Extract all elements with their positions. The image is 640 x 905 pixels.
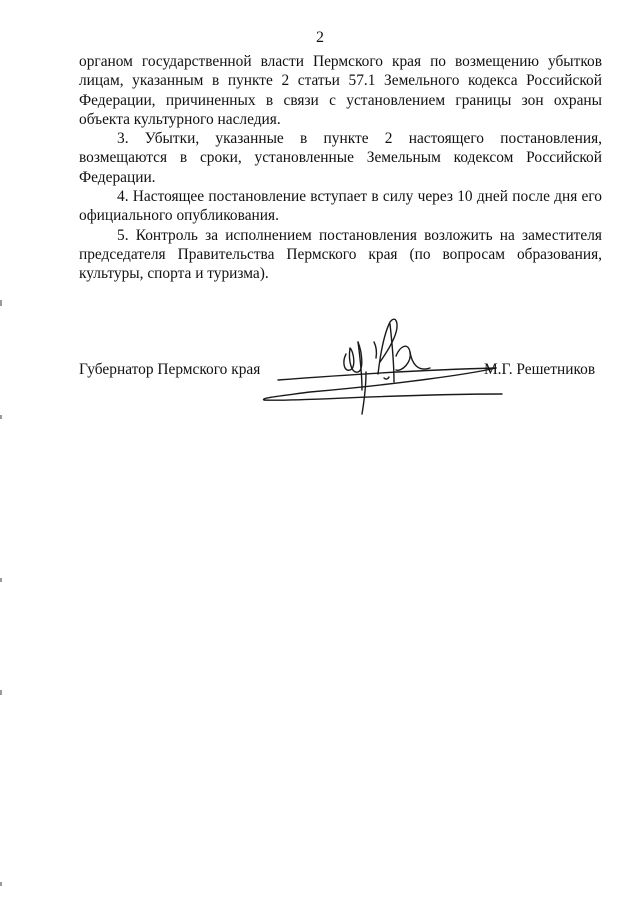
signatory-name: М.Г. Решетников bbox=[484, 361, 596, 378]
scan-edge-mark bbox=[0, 882, 2, 886]
scan-edge-mark bbox=[0, 415, 2, 419]
paragraph-item-4: 4. Настоящее постановление вступает в силу через 10 дней после дня его официального опубликования. bbox=[79, 188, 602, 225]
paragraph-continuation: органом государственной власти Пермского края по возмещению убытков лицам, указанным в пункте 2 статьи 57.1 Земельного кодекса Российской Федерации, причиненных в связи с установлением границы зон охраны объекта культурного наследия. bbox=[79, 53, 602, 128]
page-number: 2 bbox=[316, 29, 324, 46]
scan-edge-mark bbox=[0, 690, 2, 695]
scan-edge-mark bbox=[0, 300, 2, 306]
handwritten-signature bbox=[250, 312, 510, 422]
paragraph-item-5: 5. Контроль за исполнением постановления возложить на заместителя председателя Правительства Пермского края (по вопросам образования, культуры, спорта и туризма). bbox=[79, 226, 602, 283]
signatory-position: Губернатор Пермского края bbox=[79, 361, 261, 378]
paragraph-item-3: 3. Убытки, указанные в пункте 2 настоящего постановления, возмещаются в сроки, установленные Земельным кодексом Российской Федерации. bbox=[79, 130, 602, 186]
scan-edge-mark bbox=[0, 578, 2, 582]
document-body bbox=[79, 52, 602, 284]
